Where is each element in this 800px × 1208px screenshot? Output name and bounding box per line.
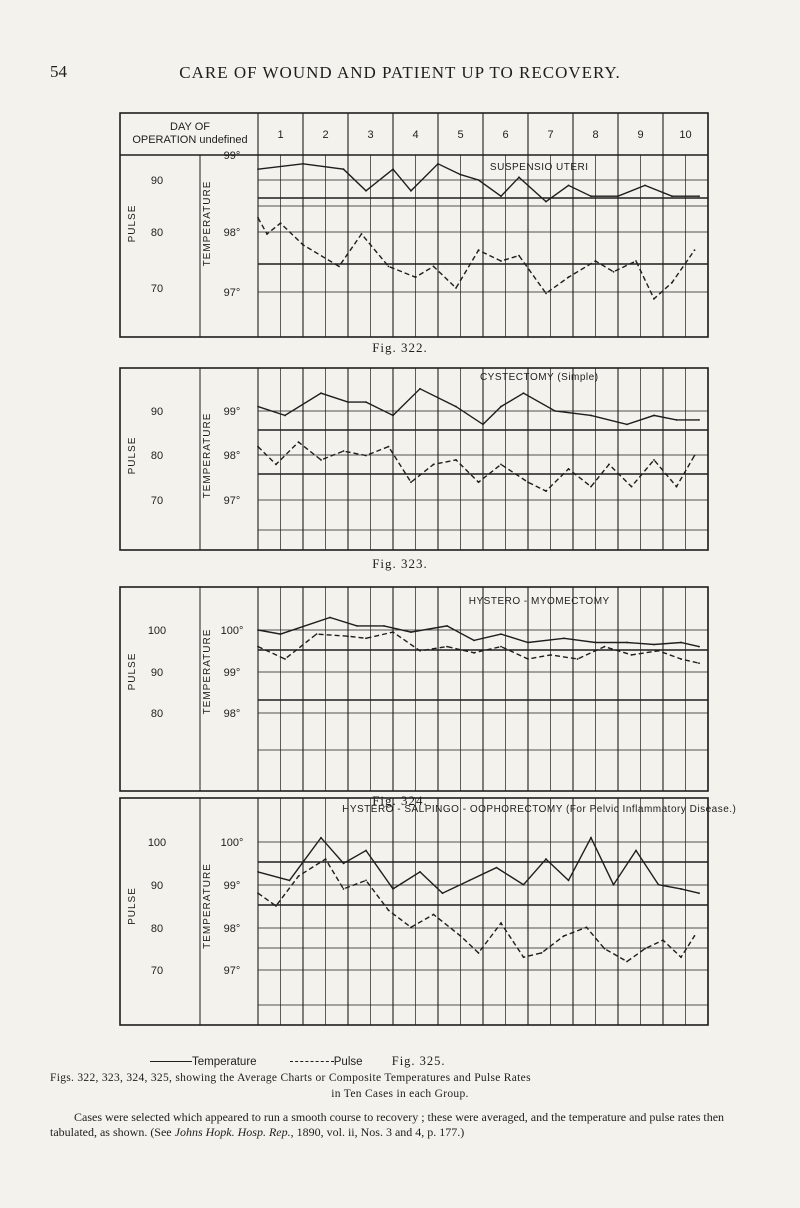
fig-322-series-point — [343, 168, 345, 170]
fig-323-series-point — [419, 388, 421, 390]
fig-323-series-point — [433, 464, 435, 466]
fig-325-series-point — [626, 961, 628, 963]
page-number: 54 — [50, 62, 67, 81]
fig-322-series-point — [478, 179, 480, 181]
fig-322-series-point — [433, 266, 435, 268]
fig-325-series-point — [694, 935, 696, 937]
fig-324-series-point — [527, 658, 529, 660]
fig-324-pulse-tick: 100 — [147, 625, 167, 637]
fig-323-series-point — [284, 415, 286, 417]
caption-body-ref: Johns Hopk. Hosp. Rep. — [174, 1125, 291, 1139]
fig-323-series-point — [694, 455, 696, 457]
fig-325-series-point — [496, 867, 498, 869]
fig-324-series-point — [446, 625, 448, 627]
fig-325-series-point — [644, 948, 646, 950]
caption-body — [50, 1110, 750, 1140]
fig-323-series-point — [676, 419, 678, 421]
fig-322-series-point — [266, 233, 268, 235]
fig-322-temperature-tick: 98° — [223, 227, 241, 239]
fig-325-series-point — [523, 956, 525, 958]
fig-325-series-point — [257, 871, 259, 873]
fig-322-series-point — [302, 244, 304, 246]
fig-325-series-point — [590, 837, 592, 839]
fig-323-temperature-tick: 97° — [223, 495, 241, 507]
fig-325-series-point — [460, 935, 462, 937]
fig-322-series-point — [613, 271, 615, 273]
fig-325-series-point — [419, 871, 421, 873]
fig-325-temperature-tick: 98° — [223, 923, 241, 935]
fig-324-series-temperature-line — [258, 618, 699, 647]
fig-322-series-point — [635, 260, 637, 262]
legend-pulse-label: Pulse — [333, 1056, 363, 1068]
fig-325-series-point — [680, 956, 682, 958]
fig-322-day-label: 9 — [637, 129, 644, 141]
fig-322-pulse-tick: 70 — [150, 283, 164, 295]
fig-324-series-point — [419, 650, 421, 652]
fig-322-day-label: 1 — [277, 129, 284, 141]
fig-323-series-point — [298, 441, 300, 443]
legend-temperature-line — [150, 1061, 192, 1062]
fig-322-pulse-tick: 80 — [150, 227, 164, 239]
fig-325-series-point — [442, 892, 444, 894]
fig-324-caption: Fig. 324. — [372, 793, 428, 808]
caption-body-2: , 1890, vol. ii, Nos. 3 and 4, p. 177.) — [290, 1125, 465, 1139]
fig-323-operation-label: CYSTECTOMY (Simple) — [479, 372, 599, 383]
fig-323-series-point — [500, 406, 502, 408]
fig-325-series-point — [541, 952, 543, 954]
fig-325-series-point — [613, 884, 615, 886]
fig-322-series-point — [361, 233, 363, 235]
fig-324-pulse-tick: 90 — [150, 667, 164, 679]
fig-322-day-label: 7 — [547, 129, 554, 141]
fig-324-series-pulse-line — [258, 632, 699, 663]
fig-322-series-point — [338, 266, 340, 268]
fig-325-series-point — [635, 850, 637, 852]
fig-325-series-point — [343, 862, 345, 864]
fig-323-series-pulse-line — [258, 442, 695, 491]
fig-324-series-point — [595, 642, 597, 644]
fig-322-series-point — [388, 266, 390, 268]
fig-325-series-point — [604, 948, 606, 950]
fig-323-temperature-tick: 99° — [223, 406, 241, 418]
fig-322-series-point — [545, 201, 547, 203]
fig-324-operation-label: HYSTERO - MYOMECTOMY — [468, 596, 610, 607]
fig-322-day-label: 8 — [592, 129, 599, 141]
fig-322-day-label: 3 — [367, 129, 374, 141]
fig-324-series-point — [550, 654, 552, 656]
fig-324-pulse-tick: 80 — [150, 708, 164, 720]
fig-324-series-point — [698, 646, 700, 648]
fig-322-day-label: 5 — [457, 129, 464, 141]
running-title: CARE OF WOUND AND PATIENT UP TO RECOVERY. — [179, 63, 621, 82]
fig-323-series-point — [365, 455, 367, 457]
fig-325-series-point — [658, 884, 660, 886]
fig-325-series-point — [568, 880, 570, 882]
fig-322-temperature-tick: 99° — [223, 150, 241, 162]
fig-324-series-point — [500, 633, 502, 635]
fig-322-series-point — [698, 195, 700, 197]
fig-322-series-point — [365, 190, 367, 192]
fig-324-series-point — [316, 633, 318, 635]
fig-325-series-point — [545, 858, 547, 860]
fig-325-series-point — [662, 939, 664, 941]
fig-325-series-point — [257, 892, 259, 894]
fig-325-series-point — [433, 914, 435, 916]
fig-324-series-point — [527, 642, 529, 644]
fig-322-series-point — [437, 163, 439, 165]
fig-323-series-point — [455, 406, 457, 408]
fig-324-series-point — [280, 633, 282, 635]
fig-325-series-point — [410, 926, 412, 928]
fig-325-series-point — [275, 905, 277, 907]
fig-323-series-point — [257, 446, 259, 448]
fig-323-pulse-tick: 90 — [150, 406, 164, 418]
fig-325-pulse-tick: 70 — [150, 965, 164, 977]
fig-322-series-point — [392, 168, 394, 170]
fig-323-pulse-axis-label: PULSE — [127, 436, 138, 475]
fig-324-series-point — [356, 625, 358, 627]
fig-325-series-point — [298, 875, 300, 877]
fig-325-series-point — [680, 888, 682, 890]
fig-322-series-pulse-line — [258, 218, 695, 299]
fig-323-series-point — [590, 486, 592, 488]
fig-322-temperature-axis-label: TEMPERATURE — [202, 180, 213, 267]
fig-324-series-point — [626, 642, 628, 644]
fig-324-series-point — [473, 652, 475, 654]
fig-325-series-point — [343, 888, 345, 890]
fig-322-series-point — [590, 195, 592, 197]
fig-322-header-day: DAY OF — [170, 121, 210, 133]
fig-322-day-label: 6 — [502, 129, 509, 141]
fig-323-series-point — [257, 406, 259, 408]
fig-322-series-point — [500, 195, 502, 197]
fig-322-series-point — [671, 282, 673, 284]
fig-322-series-point — [653, 298, 655, 300]
fig-322-series-point — [455, 287, 457, 289]
fig-325-pulse-tick: 100 — [147, 837, 167, 849]
fig-325-series-point — [586, 926, 588, 928]
fig-323-series-point — [653, 459, 655, 461]
fig-323-caption: Fig. 323. — [372, 556, 428, 571]
fig-323-series-point — [275, 464, 277, 466]
fig-324-temperature-tick: 100° — [220, 625, 244, 637]
fig-324-pulse-axis-label: PULSE — [127, 652, 138, 691]
fig-323-temperature-axis-label: TEMPERATURE — [202, 412, 213, 499]
fig-324-series-point — [329, 617, 331, 619]
fig-323-series-point — [478, 481, 480, 483]
fig-324-series-point — [658, 650, 660, 652]
fig-325-pulse-axis-label: PULSE — [127, 887, 138, 925]
fig-325-temperature-axis-label: TEMPERATURE — [202, 863, 213, 949]
fig-325-series-pulse-line — [258, 859, 695, 961]
fig-322-series-point — [568, 185, 570, 187]
fig-325-pulse-tick: 90 — [150, 880, 164, 892]
fig-323-series-point — [388, 446, 390, 448]
fig-324-series-point — [563, 637, 565, 639]
fig-322-pulse-tick: 90 — [150, 175, 164, 187]
fig-325-series-point — [563, 935, 565, 937]
fig-323-series-point — [523, 392, 525, 394]
caption-body-1: Cases were selected which appeared to run a smooth course to recovery ; these were averaged, and the temperature and pulse rates then tabulated, as shown. (See — [50, 1110, 725, 1139]
fig-323-series-point — [608, 464, 610, 466]
fig-322-series-point — [257, 217, 259, 219]
fig-322-series-point — [415, 276, 417, 278]
fig-322-series-temperature-line — [258, 164, 699, 202]
fig-322-series-point — [595, 260, 597, 262]
fig-325-series-point — [523, 884, 525, 886]
fig-324-series-point — [446, 646, 448, 648]
fig-324-series-point — [347, 635, 349, 637]
fig-324-series-point — [631, 654, 633, 656]
fig-323-pulse-tick: 80 — [150, 450, 164, 462]
fig-323-series-point — [568, 468, 570, 470]
fig-324-temperature-axis-label: TEMPERATURE — [202, 628, 213, 715]
fig-325-series-point — [388, 909, 390, 911]
fig-322-series-point — [671, 195, 673, 197]
fig-325-temperature-tick: 97° — [223, 965, 241, 977]
fig-322-series-point — [460, 174, 462, 176]
fig-324-series-point — [257, 646, 259, 648]
fig-323-series-point — [320, 392, 322, 394]
caption-line-1: Figs. 322, 323, 324, 325, showing the Average Charts or Composite Temperatures and Pulse Rates — [50, 1072, 531, 1084]
fig-322-temperature-tick: 97° — [223, 287, 241, 299]
fig-322-series-point — [568, 276, 570, 278]
fig-322-day-label: 10 — [679, 129, 692, 141]
fig-324-temperature-tick: 98° — [223, 708, 241, 720]
fig-325-series-point — [289, 880, 291, 882]
fig-325-series-point — [469, 880, 471, 882]
fig-322-caption: Fig. 322. — [372, 340, 428, 355]
fig-323-series-point — [590, 415, 592, 417]
fig-324-series-point — [680, 642, 682, 644]
fig-325-series-point — [320, 837, 322, 839]
fig-324-series-point — [392, 631, 394, 633]
fig-325-series-point — [500, 922, 502, 924]
fig-324-series-point — [698, 662, 700, 664]
fig-323-temperature-tick: 98° — [223, 450, 241, 462]
fig-324-series-point — [500, 646, 502, 648]
fig-325-temperature-tick: 99° — [223, 880, 241, 892]
fig-323-series-point — [676, 486, 678, 488]
fig-323-series-point — [343, 450, 345, 452]
fig-323-series-point — [410, 481, 412, 483]
fig-323-series-point — [500, 464, 502, 466]
fig-323-series-point — [455, 459, 457, 461]
fig-324-series-point — [410, 631, 412, 633]
fig-324-temperature-tick: 99° — [223, 667, 241, 679]
fig-323-series-point — [554, 410, 556, 412]
fig-325-series-point — [325, 858, 327, 860]
fig-322-series-point — [410, 190, 412, 192]
legend-temperature-label: Temperature — [192, 1056, 257, 1068]
fig-324-series-point — [257, 629, 259, 631]
fig-323-series-point — [545, 490, 547, 492]
fig-322-series-point — [478, 249, 480, 251]
fig-325-pulse-tick: 80 — [150, 923, 164, 935]
fig-325-series-point — [365, 880, 367, 882]
fig-322-series-point — [280, 222, 282, 224]
fig-324-series-point — [653, 644, 655, 646]
fig-325-temperature-tick: 100° — [220, 837, 244, 849]
fig-323-series-point — [653, 415, 655, 417]
fig-324-series-point — [577, 658, 579, 660]
fig-322-series-point — [518, 255, 520, 257]
fig-322-operation-label: SUSPENSIO UTERI — [489, 162, 589, 173]
legend-pulse-line — [290, 1061, 334, 1062]
fig-322-series-point — [518, 176, 520, 178]
fig-322-series-point — [500, 260, 502, 262]
fig-323-series-temperature-line — [258, 389, 699, 425]
fig-325-series-point — [392, 888, 394, 890]
caption-line-2: in Ten Cases in each Group. — [331, 1088, 469, 1100]
fig-322-day-label: 4 — [412, 129, 419, 141]
fig-325-series-point — [698, 892, 700, 894]
fig-325-series-point — [365, 850, 367, 852]
fig-322-series-point — [302, 163, 304, 165]
fig-325-caption: Fig. 325. — [391, 1054, 446, 1068]
fig-322-header-of-operation: OPERATION undefined — [132, 134, 248, 146]
fig-323-series-point — [527, 481, 529, 483]
fig-322-series-point — [257, 168, 259, 170]
fig-325-operation-label: HYSTERO - SALPINGO - OOPHORECTOMY (For Pelvic Inflammatory Disease.) — [342, 804, 737, 815]
fig-325-series-point — [478, 952, 480, 954]
fig-322-series-point — [617, 195, 619, 197]
fig-323-series-point — [626, 423, 628, 425]
fig-324-series-point — [365, 637, 367, 639]
fig-322-pulse-axis-label: PULSE — [127, 204, 138, 243]
fig-322-series-point — [644, 185, 646, 187]
fig-323-series-point — [347, 401, 349, 403]
fig-324-series-point — [604, 646, 606, 648]
fig-323-series-point — [482, 423, 484, 425]
fig-324-series-point — [680, 658, 682, 660]
fig-322-series-point — [545, 293, 547, 295]
fig-322-day-label: 2 — [322, 129, 329, 141]
legend — [150, 1054, 446, 1069]
fig-324-series-point — [383, 625, 385, 627]
fig-323-series-point — [320, 459, 322, 461]
fig-323-series-point — [698, 419, 700, 421]
fig-323-series-point — [365, 401, 367, 403]
fig-323-pulse-tick: 70 — [150, 495, 164, 507]
fig-323-series-point — [631, 486, 633, 488]
fig-322-series-point — [694, 249, 696, 251]
fig-323-series-point — [392, 415, 394, 417]
fig-324-series-point — [284, 658, 286, 660]
fig-324-series-point — [473, 639, 475, 641]
